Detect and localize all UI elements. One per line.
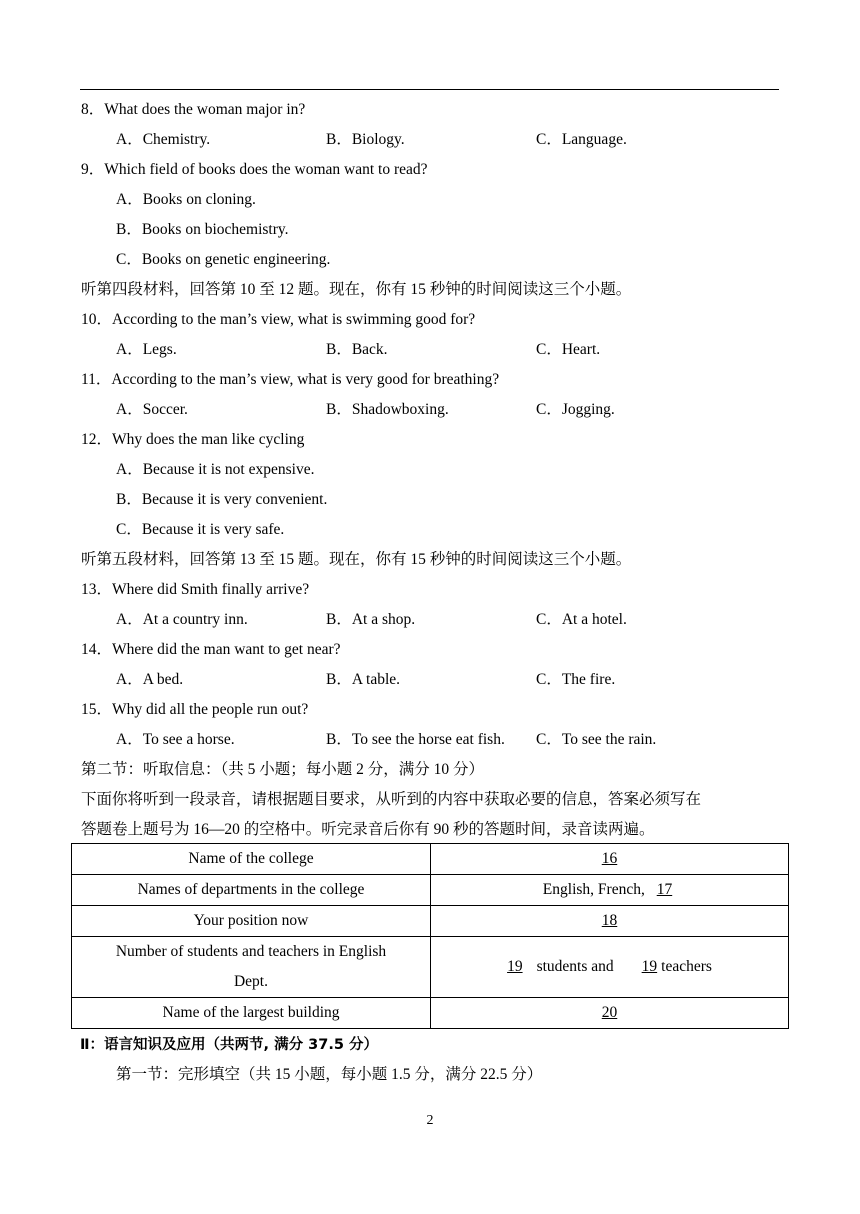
question-15-option-c: C．To see the rain. [536,731,657,748]
row-label: Names of departments in the college [72,875,431,906]
question-11-option-b: B．Shadowboxing. [326,401,449,418]
question-10-option-a: A．Legs. [116,341,177,358]
question-9-option-a: A．Books on cloning. [116,191,256,208]
blank-number: 18 [601,912,618,929]
blank-number: 16 [601,850,618,867]
blank-number: 17 [656,881,673,898]
answer-cell [431,937,789,998]
question-8-option-c: C．Language. [536,131,627,148]
question-13-option-a: A．At a country inn. [116,611,248,628]
cell-suffix: teachers [661,958,712,975]
row-label [72,937,431,998]
answer-cell [431,844,789,875]
section-4-intro: 听第四段材料，回答第 10 至 12 题。现在，你有 15 秒钟的时间阅读这三个小题。 [81,281,632,298]
question-10-option-c: C．Heart. [536,341,601,358]
question-12-option-a: A．Because it is not expensive. [116,461,315,478]
question-14-stem: 14．Where did the man want to get near? [81,641,341,658]
section-ii-heading: Ⅱ：语言知识及应用（共两节, 满分 37.5 分） [80,1037,378,1053]
table-row [72,875,789,906]
blank-number: 19 [641,958,658,975]
cell-mid-text: students and [536,958,614,975]
question-11-option-c: C．Jogging. [536,401,615,418]
blank-number: 19 [507,958,523,975]
row-label-line-2: Dept. [233,973,268,990]
question-11-option-a: A．Soccer. [116,401,188,418]
answer-cell [431,875,789,906]
question-9-option-c: C．Books on genetic engineering. [116,251,331,268]
answer-cell [431,998,789,1029]
table-row [72,844,789,875]
cell-prefix: English, French, [542,881,649,898]
answer-table [71,843,789,1029]
question-15-option-b: B．To see the horse eat fish. [326,731,505,748]
row-label: Your position now [72,906,431,937]
part-2-instructions-line-1: 下面你将听到一段录音，请根据题目要求，从听到的内容中获取必要的信息，答案必须写在 [81,791,702,808]
question-12-option-c: C．Because it is very safe. [116,521,285,538]
question-15-stem: 15．Why did all the people run out? [81,701,309,718]
question-14-option-b: B．A table. [326,671,401,688]
question-9-option-b: B．Books on biochemistry. [116,221,289,238]
question-10-stem: 10．According to the man’s view, what is swimming good for? [81,311,476,328]
row-label-line-1: Number of students and teachers in English [115,943,387,960]
question-11-stem: 11．According to the man’s view, what is very good for breathing? [81,371,500,388]
answer-cell [431,906,789,937]
question-14-option-a: A．A bed. [116,671,184,688]
part-2-instructions-line-2: 答题卷上题号为 16—20 的空格中。听完录音后你有 90 秒的答题时间，录音读两遍。 [81,821,655,838]
table-row [72,937,789,998]
row-label: Name of the college [72,844,431,875]
question-12-stem: 12．Why does the man like cycling [81,431,305,448]
question-8-stem: 8．What does the woman major in? [81,101,306,118]
question-10-option-b: B．Back. [326,341,388,358]
page-number: 2 [426,1113,434,1128]
table-row [72,906,789,937]
blank-number: 20 [601,1004,618,1021]
cloze-heading: 第一节：完形填空（共 15 小题，每小题 1.5 分，满分 22.5 分） [116,1066,543,1083]
question-13-option-b: B．At a shop. [326,611,416,628]
header-rule [80,89,779,90]
row-label: Name of the largest building [72,998,431,1029]
question-13-option-c: C．At a hotel. [536,611,627,628]
question-14-option-c: C．The fire. [536,671,616,688]
table-row [72,998,789,1029]
section-5-intro: 听第五段材料，回答第 13 至 15 题。现在，你有 15 秒钟的时间阅读这三个小题。 [81,551,632,568]
part-2-heading: 第二节：听取信息：（共 5 小题；每小题 2 分，满分 10 分） [81,761,485,778]
question-8-option-b: B．Biology. [326,131,405,148]
question-12-option-b: B．Because it is very convenient. [116,491,328,508]
question-13-stem: 13．Where did Smith finally arrive? [81,581,310,598]
question-9-stem: 9．Which field of books does the woman want to read? [81,161,428,178]
question-15-option-a: A．To see a horse. [116,731,235,748]
question-8-option-a: A．Chemistry. [116,131,211,148]
